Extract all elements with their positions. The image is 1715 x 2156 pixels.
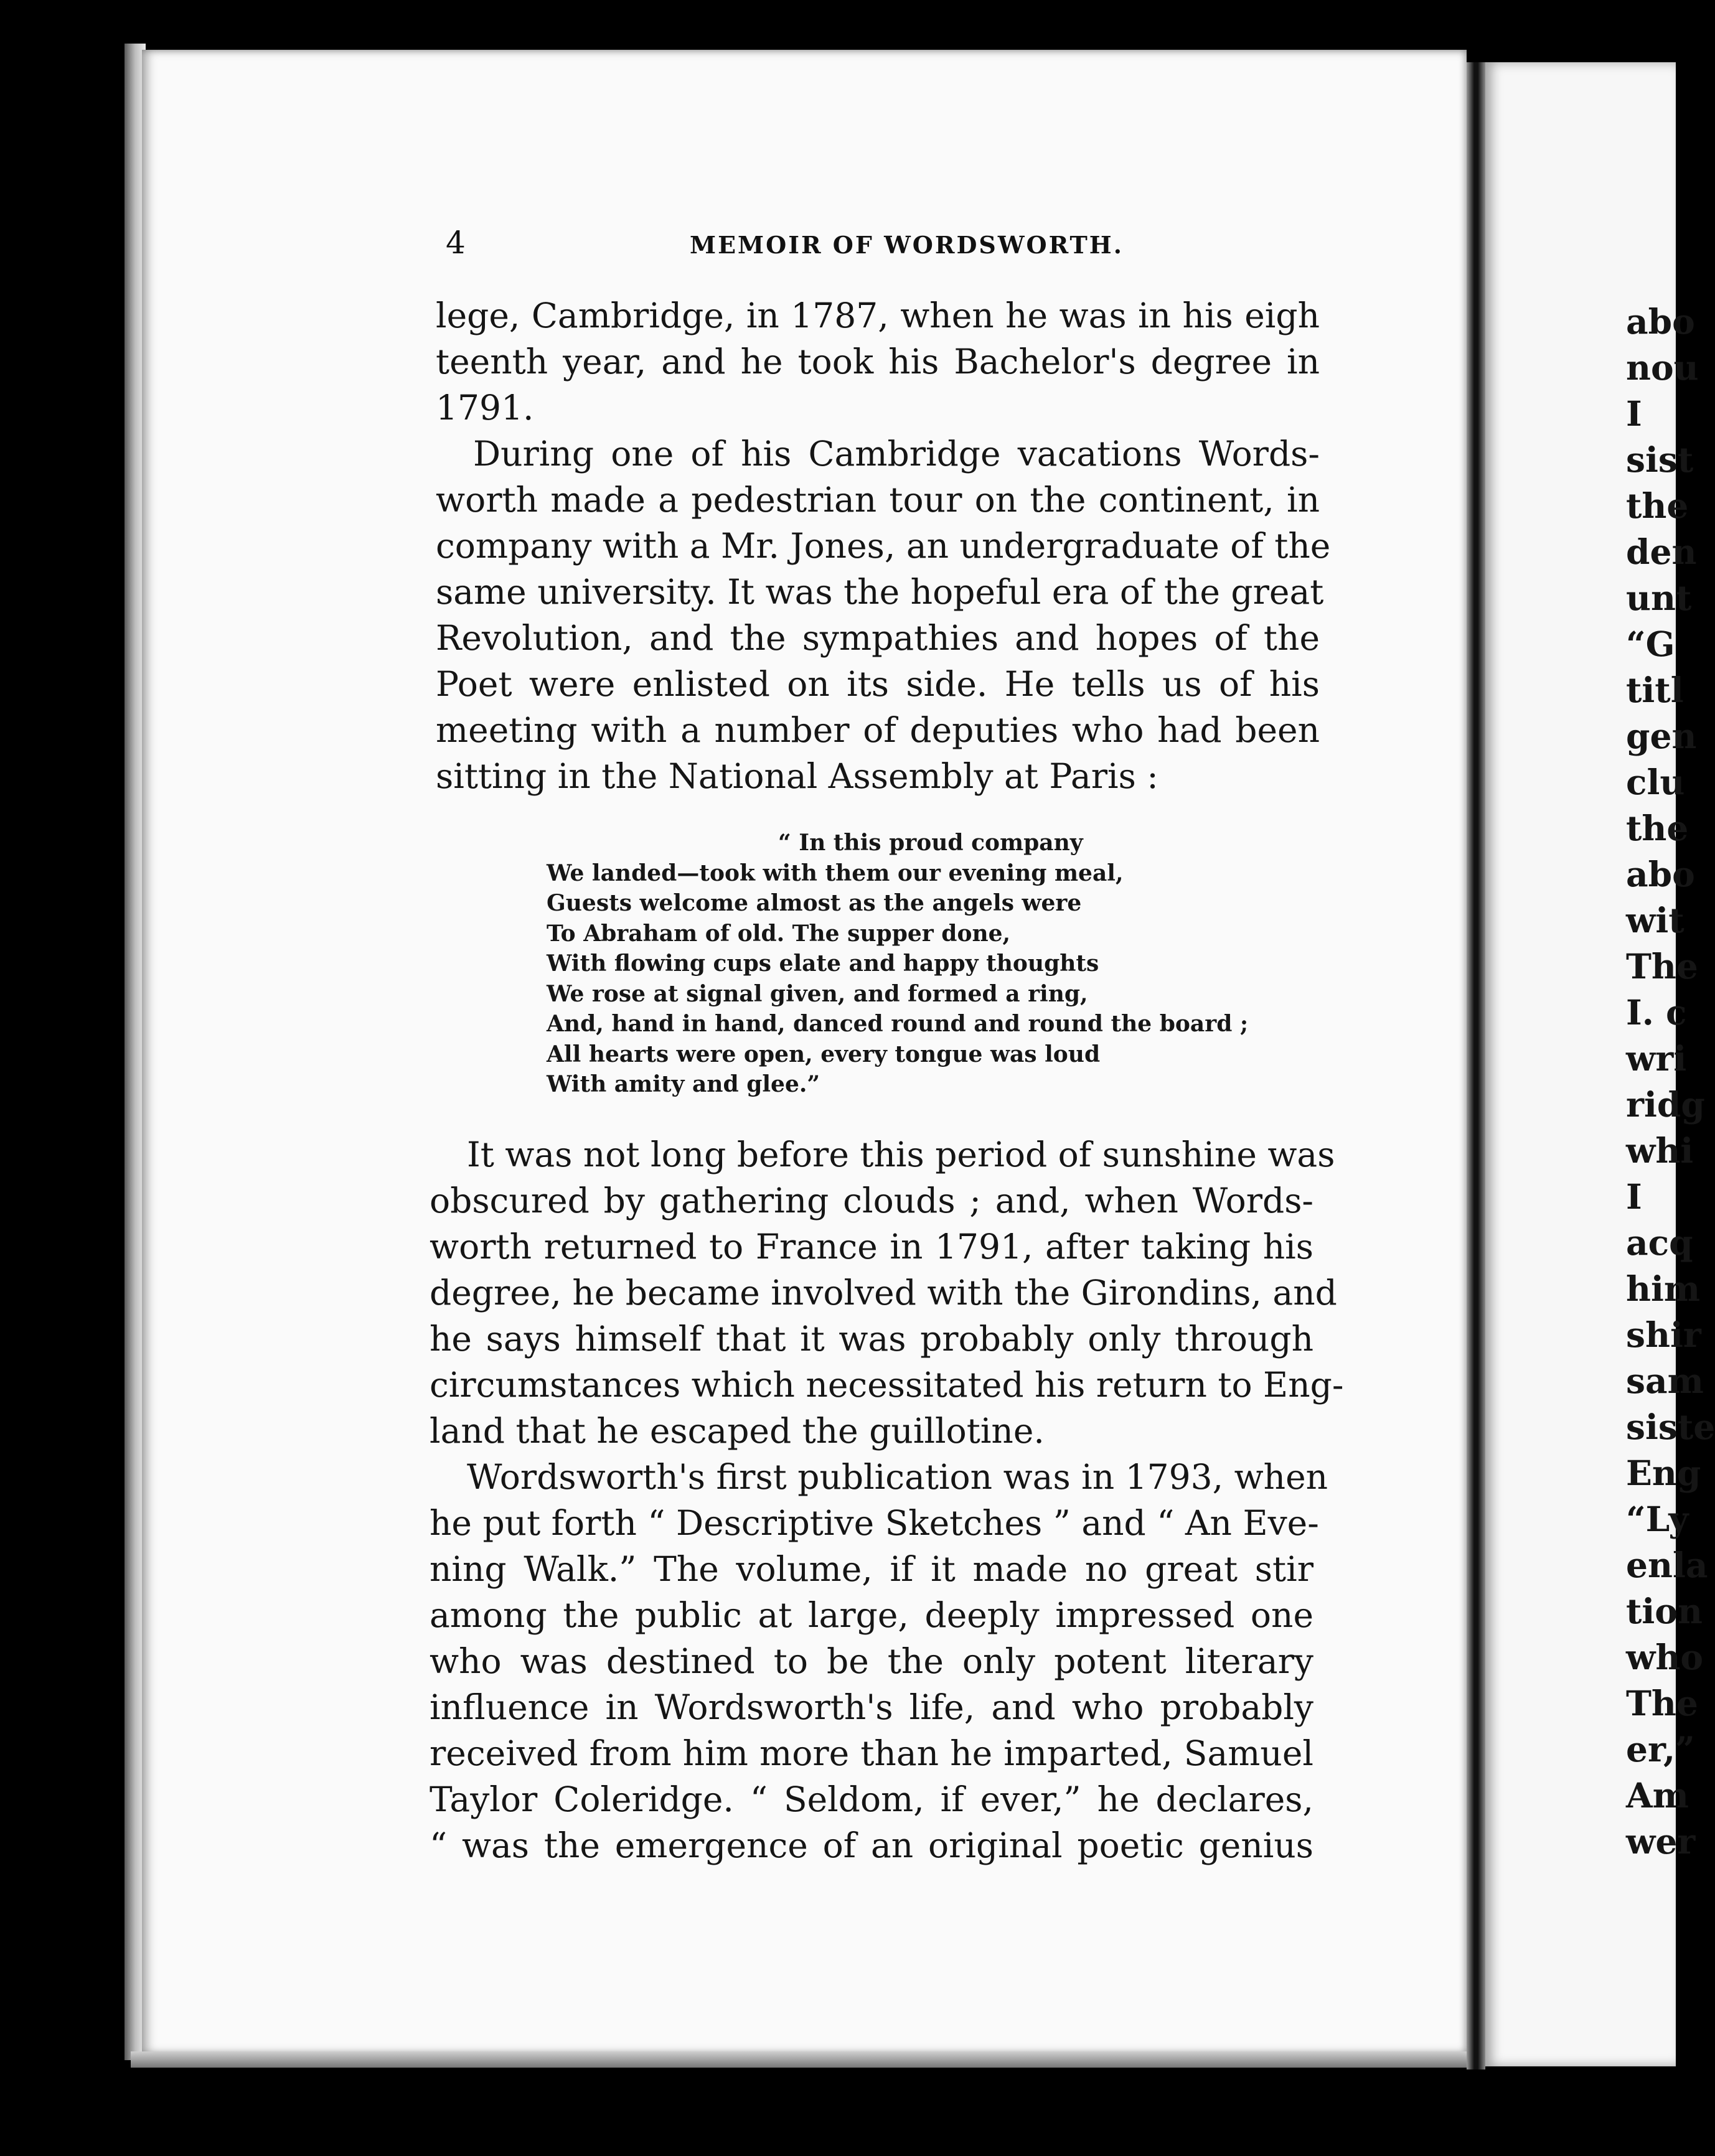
text-line: Taylor Coleridge. “ Seldom, if ever,” he declares,	[430, 1779, 1313, 1819]
text-line: circumstances which necessitated his return to Eng-	[430, 1365, 1344, 1405]
fragment-word: unt	[1626, 578, 1692, 618]
text-line: he put forth “ Descriptive Sketches ” and “ An Eve-	[430, 1503, 1319, 1543]
fragment-word: abo	[1626, 854, 1695, 894]
paragraph-3	[430, 1132, 1344, 1454]
fragment-word: den	[1626, 532, 1697, 572]
body-text-bottom	[430, 1132, 1344, 1868]
fragment-word: I. c	[1626, 992, 1687, 1033]
paragraph-2	[436, 431, 1331, 799]
text-line: land that he escaped the guillotine.	[430, 1411, 1045, 1451]
fragment-word: siste	[1626, 1407, 1715, 1447]
text-line: lege, Cambridge, in 1787, when he was in his eigh	[436, 296, 1320, 335]
fragment-word: him	[1626, 1268, 1701, 1309]
poem-line: We landed—took with them our evening meal,	[547, 860, 1124, 886]
poem-line: With amity and glee.”	[547, 1071, 820, 1097]
fragment-word: Am	[1626, 1775, 1689, 1816]
fragment-word: enla	[1626, 1545, 1708, 1585]
fragment-word: sam	[1626, 1361, 1704, 1401]
text-line: 1791.	[436, 388, 534, 428]
text-line: worth returned to France in 1791, after taking his	[430, 1227, 1313, 1267]
text-line: Poet were enlisted on its side. He tells us of his	[436, 664, 1320, 704]
fragment-word: The	[1626, 1683, 1698, 1723]
fragment-word: gen	[1626, 716, 1697, 756]
fragment-word: wer	[1626, 1821, 1696, 1862]
text-line: same university. It was the hopeful era of the great	[436, 572, 1324, 612]
page-bottom-edge	[131, 2051, 1475, 2068]
paragraph-4	[430, 1454, 1328, 1868]
fragment-word: whi	[1626, 1130, 1694, 1171]
text-line: sitting in the National Assembly at Paris :	[436, 756, 1158, 796]
text-line: influence in Wordsworth's life, and who probably	[430, 1687, 1313, 1727]
fragment-word: titl	[1626, 670, 1684, 710]
fragment-word: ridg	[1626, 1084, 1705, 1125]
text-line: It was not long before this period of sunshine was	[467, 1135, 1335, 1174]
fragment-word: wit	[1626, 900, 1684, 940]
text-line: company with a Mr. Jones, an undergraduate of the	[436, 526, 1331, 566]
poem-line: To Abraham of old. The supper done,	[547, 920, 1011, 947]
poem-line: With flowing cups elate and happy thoughts	[547, 950, 1099, 977]
book-gutter	[1467, 62, 1485, 2069]
fragment-word: who	[1626, 1637, 1704, 1677]
fragment-word: Eng	[1626, 1453, 1701, 1493]
text-line: obscured by gathering clouds ; and, when Words-	[430, 1181, 1313, 1221]
poem-line: “ In this proud company	[778, 830, 1083, 856]
fragment-word: wri	[1626, 1038, 1687, 1079]
poem-quotation	[547, 828, 1249, 1100]
fragment-word: er,”	[1626, 1729, 1695, 1769]
text-line: among the public at large, deeply impressed one	[430, 1595, 1313, 1635]
text-line: ning Walk.” The volume, if it made no great stir	[430, 1549, 1313, 1589]
text-line: Wordsworth's first publication was in 1793, when	[467, 1457, 1328, 1497]
text-line: degree, he became involved with the Girondins, and	[430, 1273, 1337, 1313]
paragraph-1	[436, 293, 1320, 431]
text-line: he says himself that it was probably only through	[430, 1319, 1313, 1359]
text-line: Revolution, and the sympathies and hopes of the	[436, 618, 1320, 658]
fragment-word: “G	[1626, 624, 1675, 664]
text-line: During one of his Cambridge vacations Words-	[473, 434, 1320, 474]
fragment-word: the	[1626, 808, 1689, 848]
poem-line: Guests welcome almost as the angels were	[547, 890, 1082, 916]
text-line: meeting with a number of deputies who had been	[436, 710, 1320, 750]
text-line: teenth year, and he took his Bachelor's degree in	[436, 342, 1320, 382]
text-line: “ was the emergence of an original poetic genius	[430, 1826, 1313, 1865]
fragment-word: I	[1626, 393, 1642, 434]
fragment-word: the	[1626, 485, 1689, 526]
fragment-word: abo	[1626, 301, 1695, 342]
fragment-word: The	[1626, 946, 1698, 987]
fragment-word: “Ly	[1626, 1499, 1689, 1539]
text-line: received from him more than he imparted, Samuel	[430, 1733, 1313, 1773]
page-header	[0, 224, 1676, 261]
poem-line: We rose at signal given, and formed a ring,	[547, 980, 1088, 1007]
fragment-word: tion	[1626, 1591, 1703, 1631]
body-text-top	[436, 293, 1331, 799]
text-line: who was destined to be the only potent literary	[430, 1641, 1313, 1681]
fragment-word: nou	[1626, 347, 1699, 388]
fragment-word: sist	[1626, 439, 1694, 480]
fragment-word: shir	[1626, 1315, 1701, 1355]
poem-line: And, hand in hand, danced round and round the board ;	[547, 1011, 1249, 1037]
right-page-fragments	[1626, 299, 1715, 1865]
running-head: MEMOIR OF WORDSWORTH.	[690, 231, 1124, 259]
fragment-word: clu	[1626, 762, 1685, 802]
poem-line: All hearts were open, every tongue was loud	[547, 1041, 1101, 1067]
fragment-word: I	[1626, 1176, 1642, 1217]
page-number: 4	[446, 225, 466, 261]
text-line: worth made a pedestrian tour on the continent, in	[436, 480, 1320, 520]
fragment-word: acq	[1626, 1222, 1693, 1263]
